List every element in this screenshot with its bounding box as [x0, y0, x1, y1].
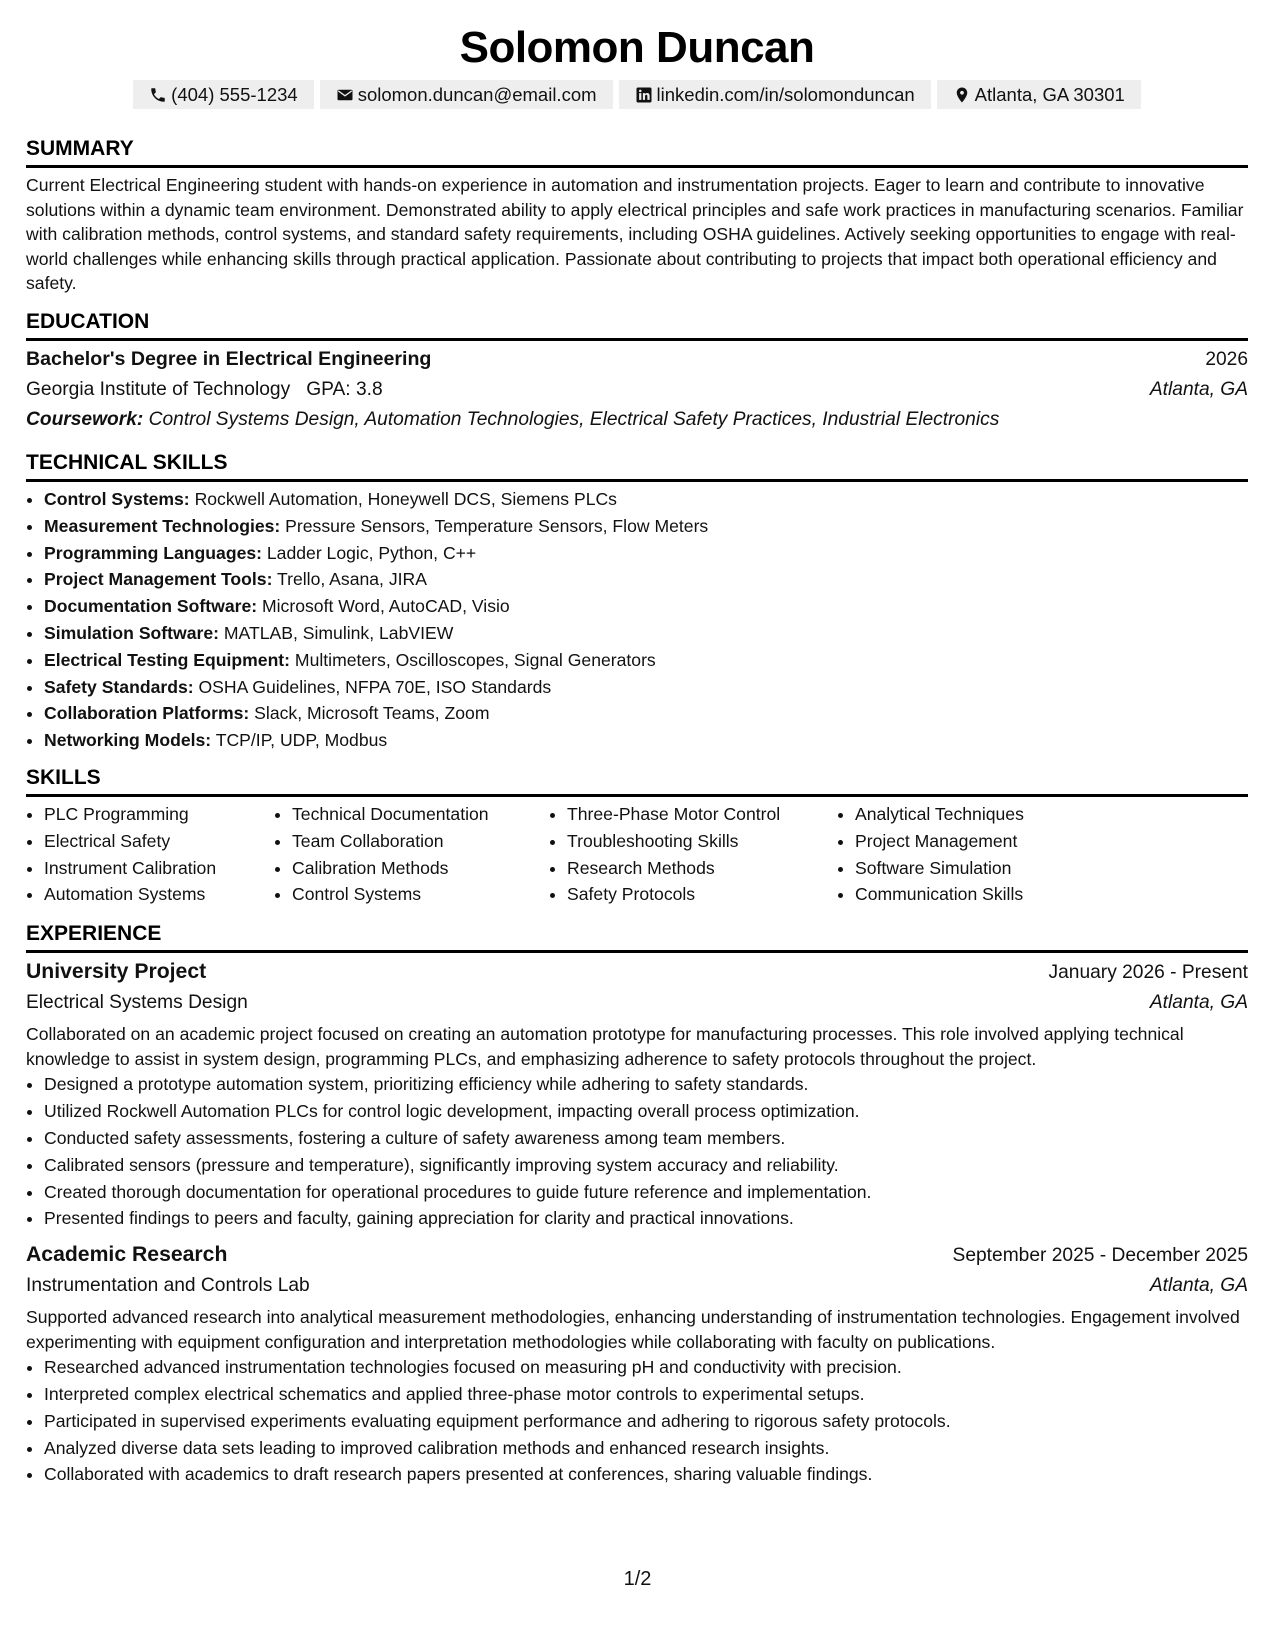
- linkedin-icon: [635, 86, 653, 104]
- skill-label: Documentation Software:: [44, 596, 258, 617]
- school-location: Atlanta, GA: [1149, 378, 1248, 400]
- job-bullet: • Collaborated with academics to draft research papers presented at conferences, sharing valuable findings.: [44, 1461, 1248, 1488]
- job-bullet: • Created thorough documentation for operational procedures to guide future reference and implementation.: [44, 1179, 1248, 1206]
- linkedin-chip[interactable]: [619, 80, 931, 109]
- technical-skill-item: [44, 540, 1248, 567]
- skill-value: Ladder Logic, Python, C++: [266, 542, 477, 563]
- skill-value: Multimeters, Oscilloscopes, Signal Generators: [294, 649, 656, 670]
- school-line: [26, 375, 383, 405]
- skill-item: • Three-Phase Motor Control: [567, 801, 837, 828]
- skill-item: • Automation Systems: [44, 881, 274, 908]
- skill-item: • Safety Protocols: [567, 881, 837, 908]
- technical-skill-item: [44, 593, 1248, 620]
- skill-item: • Analytical Techniques: [855, 801, 1115, 828]
- job-description: Collaborated on an academic project focused on creating an automation prototype for manufacturing processes. This role involved applying technical knowledge to assist in system design, programming PLCs, and emphasizing adherence to safety protocols throughout the project.: [26, 1024, 1184, 1069]
- experience-heading: EXPERIENCE: [26, 922, 1248, 953]
- technical-skill-item: [44, 566, 1248, 593]
- phone-icon: [149, 86, 167, 104]
- phone-chip[interactable]: [133, 80, 314, 109]
- job-location: Atlanta, GA: [1149, 1275, 1248, 1297]
- skill-label: Control Systems:: [44, 488, 190, 509]
- skill-value: MATLAB, Simulink, LabVIEW: [223, 622, 454, 643]
- skill-label: Programming Languages:: [44, 542, 262, 563]
- technical-skills-heading: TECHNICAL SKILLS: [26, 451, 1248, 482]
- job-bullets: [26, 1354, 1248, 1488]
- job-bullet: • Calibrated sensors (pressure and temperature), significantly improving system accuracy and reliability.: [44, 1152, 1248, 1179]
- technical-skill-item: [44, 674, 1248, 701]
- skill-item: • Technical Documentation: [292, 801, 549, 828]
- skill-value: Trello, Asana, JIRA: [277, 569, 427, 590]
- skill-value: Microsoft Word, AutoCAD, Visio: [261, 596, 510, 617]
- job-bullets: [26, 1071, 1248, 1232]
- skills-column: [837, 801, 1115, 908]
- job-bullet: • Participated in supervised experiments evaluating equipment performance and adhering to rigorous safety protocols.: [44, 1408, 1248, 1435]
- skill-label: Measurement Technologies:: [44, 515, 281, 536]
- skill-item: • Electrical Safety: [44, 828, 274, 855]
- candidate-name: Solomon Duncan: [459, 23, 815, 72]
- technical-skill-item: [44, 620, 1248, 647]
- technical-skill-item: [44, 513, 1248, 540]
- technical-skill-item: [44, 727, 1248, 754]
- skills-column: [274, 801, 549, 908]
- skill-item: • Instrument Calibration: [44, 855, 274, 882]
- job-bullet: • Utilized Rockwell Automation PLCs for control logic development, impacting overall process optimization.: [44, 1098, 1248, 1125]
- skill-item: • Research Methods: [567, 855, 837, 882]
- skill-label: Simulation Software:: [44, 622, 219, 643]
- skill-label: Project Management Tools:: [44, 569, 273, 590]
- resume-page: [26, 18, 1248, 1488]
- location-text: Atlanta, GA 30301: [974, 83, 1125, 105]
- skill-value: Pressure Sensors, Temperature Sensors, Flow Meters: [285, 515, 709, 536]
- job-role: Electrical Systems Design: [26, 992, 248, 1014]
- coursework-list: Control Systems Design, Automation Technologies, Electrical Safety Practices, Industrial Electronics: [148, 408, 1000, 430]
- linkedin-text: linkedin.com/in/solomonduncan: [656, 83, 915, 105]
- school-name: Georgia Institute of Technology: [26, 378, 291, 400]
- job-bullet: • Interpreted complex electrical schematics and applied three-phase motor controls to experimental setups.: [44, 1381, 1248, 1408]
- job-bullet: • Researched advanced instrumentation technologies focused on measuring pH and conductivity with precision.: [44, 1354, 1248, 1381]
- graduation-year: 2026: [1205, 348, 1248, 370]
- summary-text: Current Electrical Engineering student with hands-on experience in automation and instrumentation projects. Eager to learn and contribute to innovative solutions within a dynamic team environment. Demonstrated ability to apply electrical principles and safe work practices in manufacturing scenarios. Familiar with calibration methods, control systems, and standard safety requirements, including OSHA guidelines. Actively seeking opportunities to engage with real-world challenges while enhancing skills through practical application. Passionate about contributing to projects that impact both operational efficiency and safety.: [26, 175, 1244, 294]
- experience-entry: [26, 957, 1248, 1232]
- skill-label: Networking Models:: [44, 730, 212, 751]
- skill-item: • Team Collaboration: [292, 828, 549, 855]
- skill-value: TCP/IP, UDP, Modbus: [215, 730, 388, 751]
- skill-value: Rockwell Automation, Honeywell DCS, Siemens PLCs: [194, 488, 617, 509]
- skills-column: [549, 801, 837, 908]
- job-role: Instrumentation and Controls Lab: [26, 1275, 310, 1297]
- degree-title: Bachelor's Degree in Electrical Engineering: [26, 347, 432, 370]
- skill-label: Safety Standards:: [44, 676, 194, 697]
- job-bullet: • Analyzed diverse data sets leading to improved calibration methods and enhanced research insights.: [44, 1435, 1248, 1462]
- map-pin-icon: [953, 86, 971, 104]
- coursework-label: Coursework:: [26, 408, 144, 430]
- skill-item: • Troubleshooting Skills: [567, 828, 837, 855]
- email-chip[interactable]: [320, 80, 613, 109]
- summary-heading: SUMMARY: [26, 137, 1248, 168]
- skills-heading: SKILLS: [26, 766, 1248, 797]
- job-bullet: • Conducted safety assessments, fostering a culture of safety awareness among team members.: [44, 1125, 1248, 1152]
- experience-entry: [26, 1240, 1248, 1488]
- technical-skills-list: [26, 486, 1248, 754]
- envelope-icon: [336, 86, 354, 104]
- job-dates: January 2026 - Present: [1048, 962, 1248, 984]
- page-number: 1/2: [623, 1568, 652, 1590]
- technical-skill-item: [44, 700, 1248, 727]
- location-chip: [937, 80, 1141, 109]
- phone-text: (404) 555-1234: [171, 83, 298, 105]
- skills-grid: [26, 801, 1248, 908]
- skill-value: OSHA Guidelines, NFPA 70E, ISO Standards: [198, 676, 552, 697]
- job-organization: University Project: [26, 960, 207, 984]
- job-bullet: • Designed a prototype automation system, prioritizing efficiency while adhering to safety standards.: [44, 1071, 1248, 1098]
- skill-value: Slack, Microsoft Teams, Zoom: [254, 703, 490, 724]
- technical-skill-item: [44, 647, 1248, 674]
- skill-item: • Control Systems: [292, 881, 549, 908]
- job-location: Atlanta, GA: [1149, 992, 1248, 1014]
- technical-skill-item: [44, 486, 1248, 513]
- education-entry: [26, 344, 1248, 435]
- skill-label: Electrical Testing Equipment:: [44, 649, 291, 670]
- email-text: solomon.duncan@email.com: [357, 83, 597, 105]
- job-bullet: • Presented findings to peers and faculty, gaining appreciation for clarity and practical innovations.: [44, 1205, 1248, 1232]
- gpa: GPA: 3.8: [306, 378, 383, 400]
- coursework-line: [26, 405, 1248, 435]
- education-heading: EDUCATION: [26, 310, 1248, 341]
- contact-bar: [26, 80, 1248, 109]
- job-description: Supported advanced research into analytical measurement methodologies, enhancing understanding of instrumentation technologies. Engagement involved experimenting with equipment configuration and interpretation methodologies while collaborating with faculty on publications.: [26, 1307, 1240, 1352]
- skill-item: • Software Simulation: [855, 855, 1115, 882]
- skill-item: • Project Management: [855, 828, 1115, 855]
- skill-label: Collaboration Platforms:: [44, 703, 250, 724]
- skill-item: • PLC Programming: [44, 801, 274, 828]
- skill-item: • Calibration Methods: [292, 855, 549, 882]
- job-dates: September 2025 - December 2025: [952, 1245, 1248, 1267]
- job-organization: Academic Research: [26, 1243, 228, 1267]
- skill-item: • Communication Skills: [855, 881, 1115, 908]
- skills-column: [26, 801, 274, 908]
